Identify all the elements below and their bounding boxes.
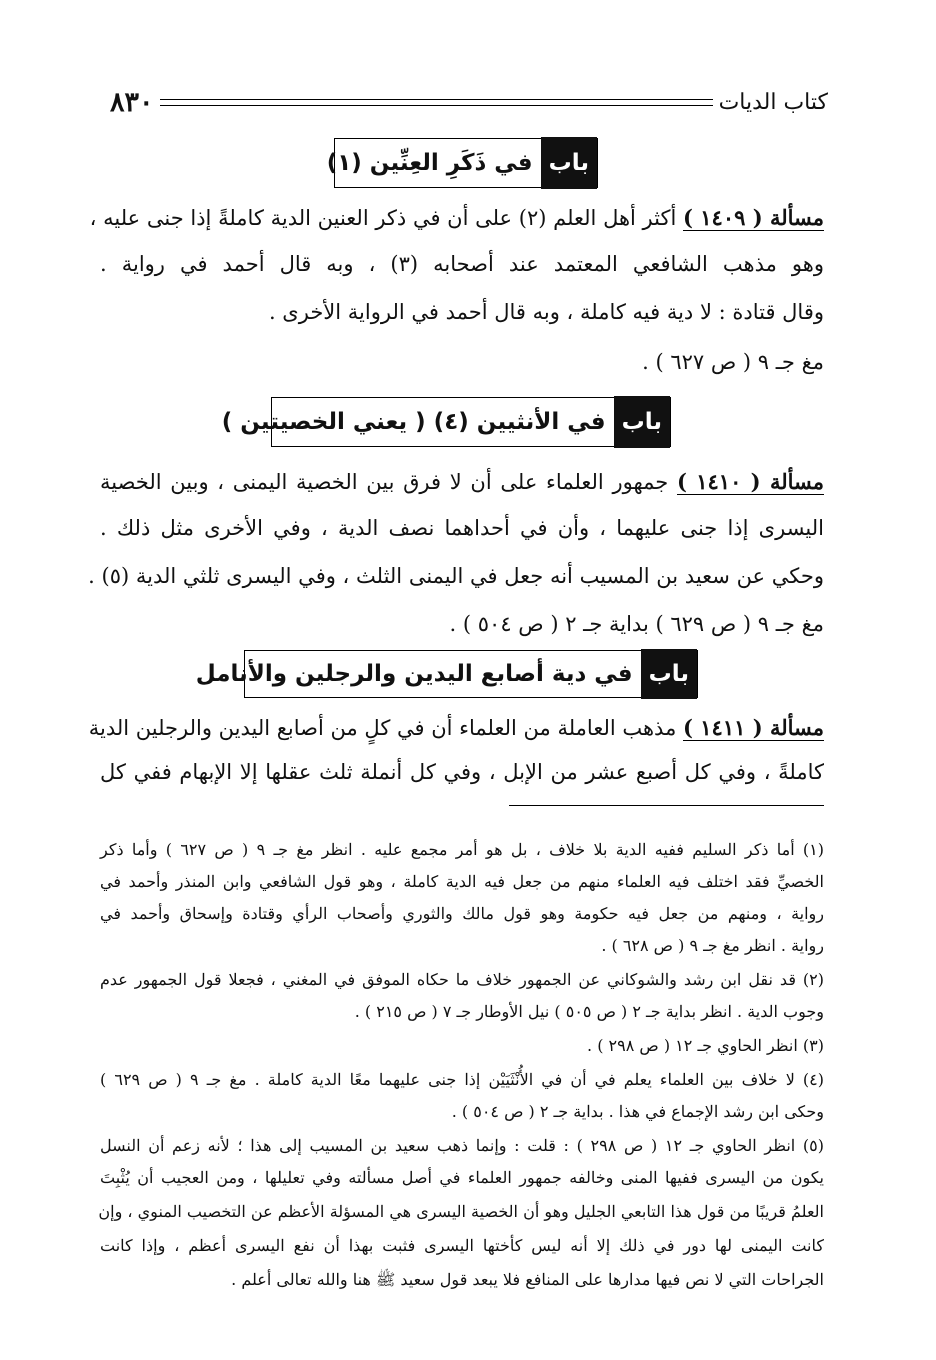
issue-number: مسألة ( ١٤١٠ ) [676,469,824,494]
footnote-line: وجوب الدية . انظر بداية جـ ٢ ( ص ٥٠٥ ) نيل الأوطار جـ ٧ ( ص ٢١٥ ) . [354,1002,824,1021]
chapter-label: باب [614,396,670,448]
text-line: كاملةً ، وفي كل أصبع عشر من الإبل ، وفي كل أنملة ثلث عقلها إلا الإبهام ففي كل [100,760,824,784]
text-line: وقال قتادة : لا دية فيه كاملة ، وبه قال أحمد في الرواية الأخرى . [268,300,824,324]
book-title: كتاب الديات [718,89,828,115]
text-line: مسألة ( ١٤١٠ ) جمهور العلماء على أن لا فرق بين الخصية اليمنى ، وبين الخصية [100,469,824,494]
chapter-title: في الأنثيين (٤) ( يعني الخصيتين ) [221,409,606,435]
text-line: اليسرى إذا جنى عليهما ، وأن في أحداهما نصف الدية ، وفي الأخرى مثل ذلك . [100,516,824,540]
footnote-line: الخصيِّ فقد اختلف فيه العلماء منهم من جعل فيه الدية كاملة ، وهو قول الشافعي وابن المنذر وأحمد في [100,872,824,891]
running-header [100,82,836,122]
reference-line: مغ جـ ٩ ( ص ٦٢٧ ) . [642,350,824,374]
footnote-line: (٤) لا خلاف بين العلماء يعلم في أن في الأُنْثَيَيْن إذا جنى عليهما معًا الدية كاملة . مغ جـ ٩ ( ص ٦٢٩ ) [100,1070,825,1089]
chapter-label: باب [541,137,597,189]
chapter-label: باب [641,649,697,699]
footnote-line: (٣) انظر الحاوي جـ ١٢ ( ص ٢٩٨ ) . [587,1036,824,1055]
page-number: ٨٣٠ [110,86,154,118]
chapter-heading-2 [221,397,671,447]
footnote-line: يكون من اليسرى ففيها المنى وخالفه جمهور العلماء في أصل مسألته وفي تعليلها ، ومن العجيب أن يُثْبِتَ [100,1168,824,1187]
footnote-line: (١) أما ذكر السليم ففيه الدية بلا خلاف ، بل هو أمر مجمع عليه . انظر مغ جـ ٩ ( ص ٦٢٧ ) وأما ذكر [100,840,825,859]
text-line: مسألة ( ١٤٠٩ ) أكثر أهل العلم (٢) على أن في ذكر العنين الدية كاملةً إذا جنى عليه ، [89,205,824,230]
chapter-title: في دية أصابع اليدين والرجلين والأنامل [195,661,633,687]
chapter-title: في ذَكَرِ العِنِّين (١) [326,150,533,176]
footnote-line: كانت اليمنى لها دور في ذلك إلا أنه ليس كأختها اليسرى فثبت بهذا أن نفع اليسرى أعظم ، وإذا كانت [100,1236,824,1255]
issue-number: مسألة ( ١٤١١ ) [683,715,824,740]
text-line: مسألة ( ١٤١١ ) مذهب العاملة من العلماء أن في كلٍ من أصابع اليدين والرجلين الدية [88,715,824,740]
chapter-heading-3 [195,650,698,698]
footnote-line: الجراحات التي لا نص فيها مدارها على المنافع فلا يبعد قول سعيد ﷺ هنا والله تعالى أعلم . [231,1270,824,1289]
footnote-line: رواية ، ومنهم من جعل فيه حكومة وهو قول مالك والثوري وأصحاب الرأي وقتادة وإسحاق وأحمد في [100,904,824,923]
footnote-separator [509,805,824,806]
issue-number: مسألة ( ١٤٠٩ ) [683,205,824,230]
chapter-heading-1 [326,138,598,188]
text-line: وحكي عن سعيد بن المسيب أنه جعل في اليمنى الثلث ، وفي اليسرى ثلثي الدية (٥) . [88,564,824,588]
footnote-line: رواية . انظر مغ جـ ٩ ( ص ٦٢٨ ) . [601,936,824,955]
footnote-line: وحكى ابن رشد الإجماع في هذا . بداية جـ ٢ ( ص ٥٠٤ ) . [451,1102,824,1121]
reference-line: مغ جـ ٩ ( ص ٦٢٩ ) بداية جـ ٢ ( ص ٥٠٤ ) . [449,612,824,636]
footnote-line: العلمُ قريبًا من قول هذا التابعي الجليل وهو أن الخصية اليسرى هي المسؤلة الأعظم عن التخصيب المنوي ، وإن [98,1202,824,1221]
text-line: وهو مذهب الشافعي المعتمد عند أصحابه (٣) ، وبه قال أحمد في رواية . [100,252,825,276]
footnote-line: (٢) قد نقل ابن رشد والشوكاني عن الجمهور خلاف ما حكاه الموفق في المغني ، فجعلا قول الجمهور عدم [100,970,824,989]
footnote-line: (٥) انظر الحاوي جـ ١٢ ( ص ٢٩٨ ) : قلت : وإنما ذهب سعيد بن المسيب إلى هذا ؛ لأنه زعم أن النسل [100,1136,825,1155]
header-rule [160,99,713,106]
